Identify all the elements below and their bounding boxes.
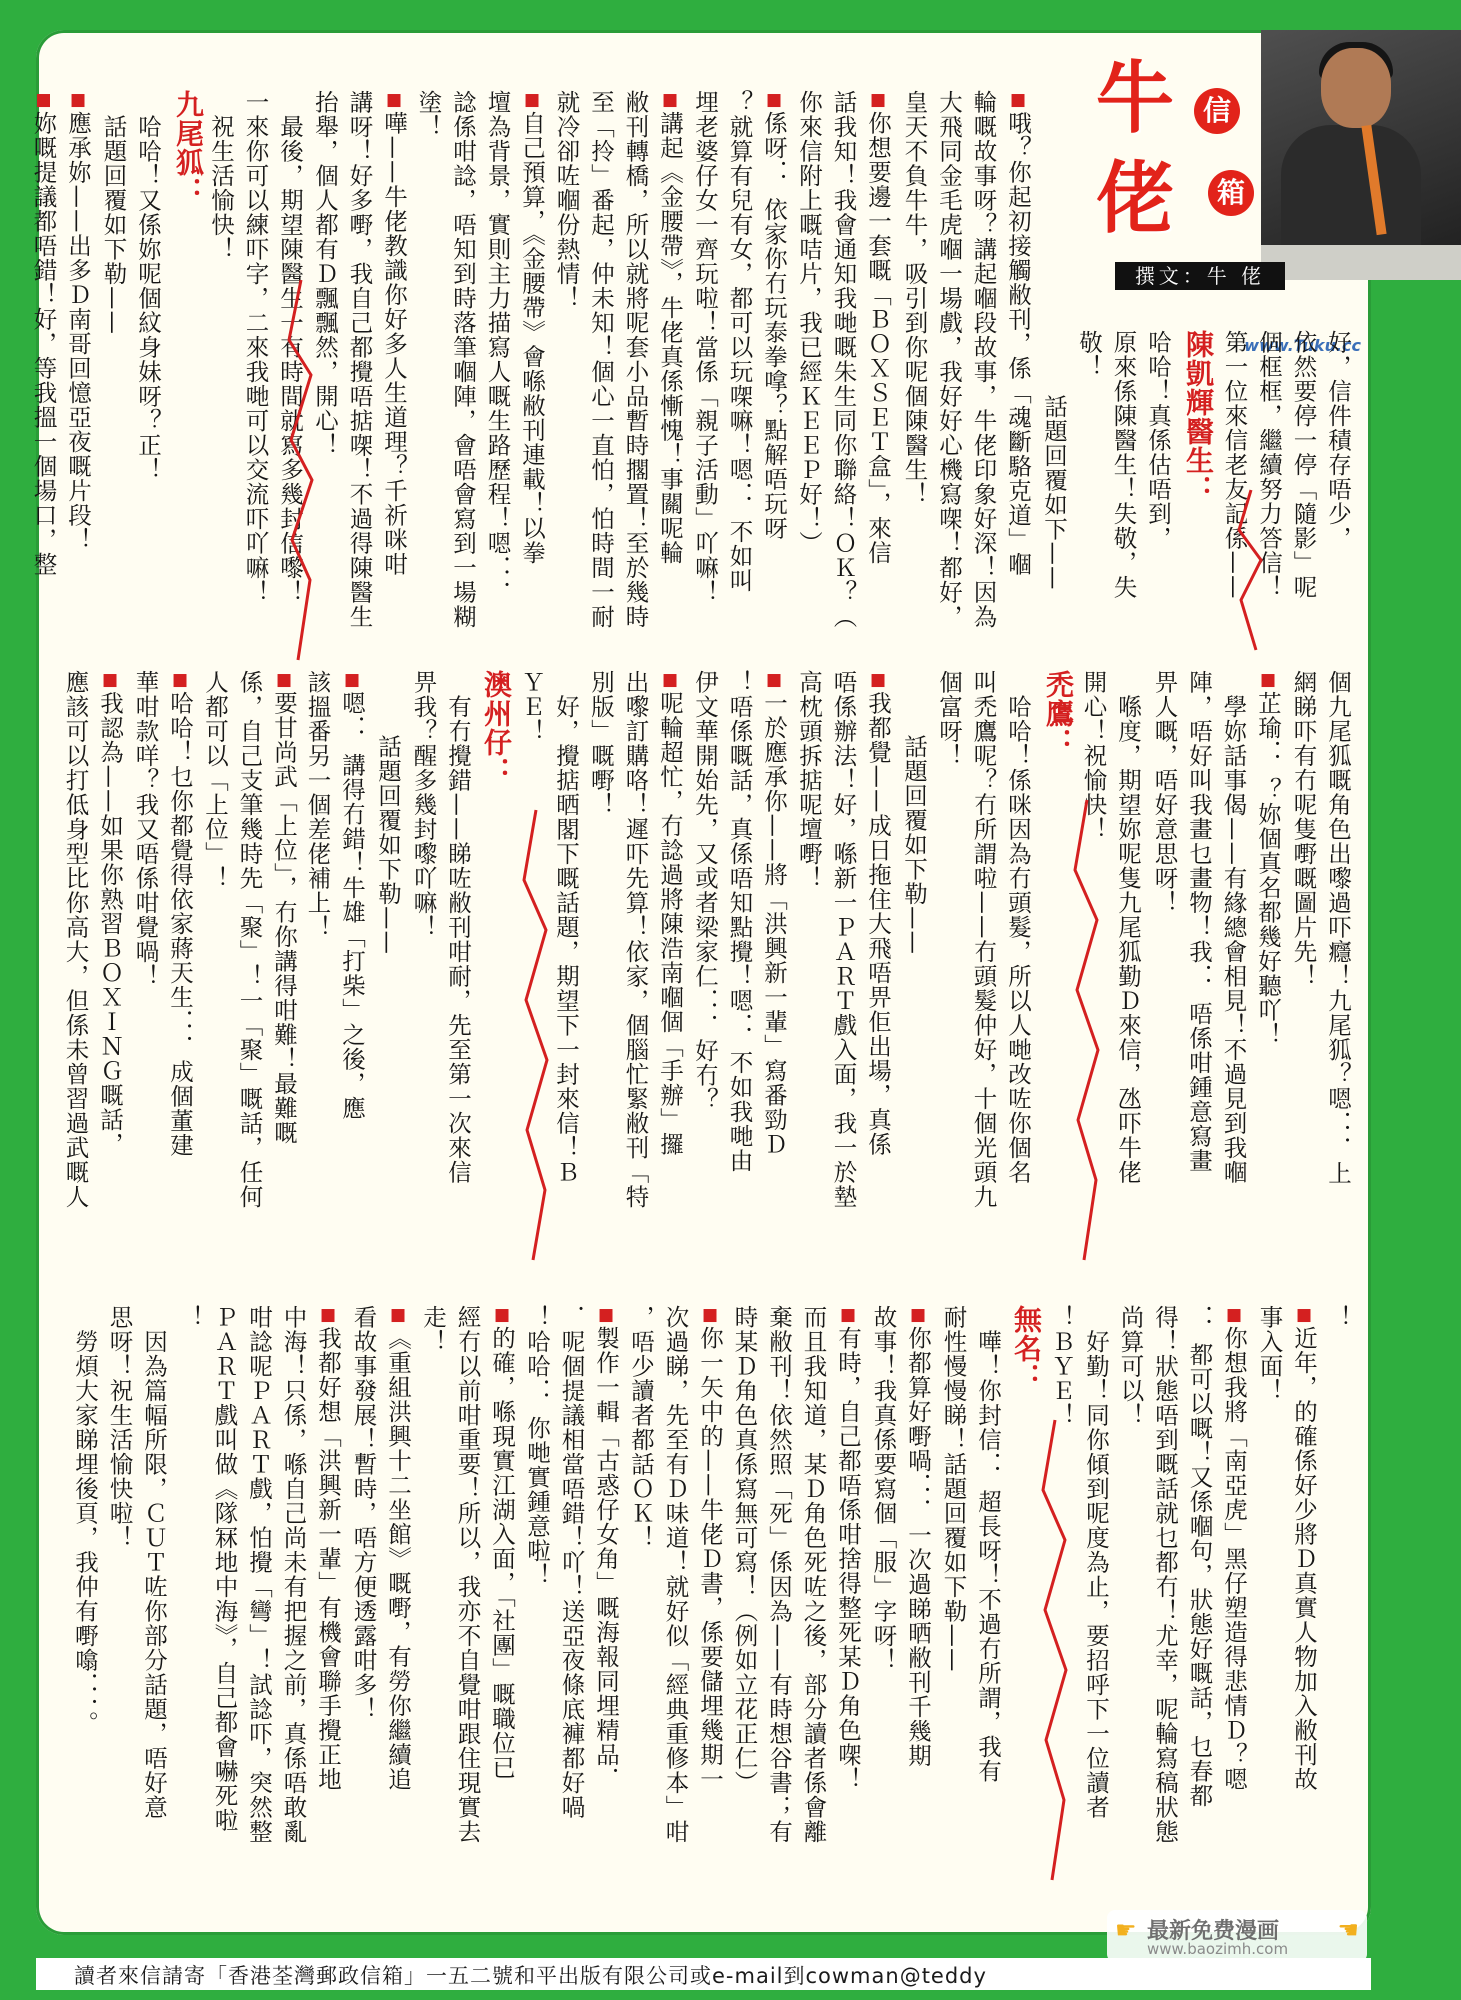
- text-col-21: 有冇攪錯——睇咗敝刊咁耐，先至第一次來信 畀我？醒多幾封嚟吖嘛！: [409, 670, 472, 1185]
- footer-address: 讀者來信請寄「香港荃灣郵政信箱」一五二號和平出版有限公司或e-mail到cowman@teddy: [74, 1964, 987, 1988]
- zigzag-divider-aozhouzai: [521, 810, 551, 1260]
- text-col-32: ■你都算好嘢喎．．．一次過睇晒敝刊千幾期 故事！我真係要寫個「服」字呀！: [869, 1305, 932, 1768]
- badge-xin: 信: [1194, 88, 1240, 134]
- zigzag-divider-tuying: [1072, 800, 1102, 1260]
- text-col-6: ■講起《金腰帶》，牛佬真係慚愧！事關呢輪 敝刊轉橋，所以就將呢套小品暫時擱置！至於幾時 至「拎」番起，仲未知！個心一直怕，怕時間一耐 就冷卻咗嗰份熱情！: [552, 90, 684, 629]
- bullet-square: ■: [388, 1305, 408, 1326]
- bullet-square: ■: [596, 1305, 616, 1326]
- bullet-square: ■: [68, 90, 88, 111]
- title-char-1: 牛: [1096, 53, 1175, 144]
- text-col-16: 話題回覆如下勒——: [900, 710, 928, 955]
- text-col-17: ■我都覺——成日拖住大飛唔畀佢出場，真係 唔係辦法！好，喺新一ＰＡＲＴ戲入面，我一於墊 高枕頭拆掂呢壇嘢！: [795, 670, 892, 1209]
- text-col-9: 最後，期望陳醫生一有時間就寫多幾封信嚟！ 一來你可以練吓字，二來我哋可以交流吓吖嘛！ 祝生活愉快！: [207, 90, 304, 605]
- bullet-square: ■: [908, 1305, 928, 1326]
- bullet-square: ■: [384, 90, 404, 111]
- bullet-square: ■: [764, 670, 784, 691]
- bullet-square: ■: [318, 1305, 338, 1326]
- text-col-24: ■要甘尚武「上位」，冇你講得咁難！最難嘅 係，自己支筆幾時先「聚」！一「聚」嘅話，任何 人都可以「上位」！: [201, 670, 298, 1209]
- author-credit: 撰文：牛 佬: [1115, 262, 1285, 290]
- text-col-31: 嘩！你封信．．超長呀！不過冇所謂，我有 耐性慢慢睇！話題回覆如下勒——: [939, 1305, 1002, 1784]
- text-col-38: ■我都好想「洪興新一輩」有機會聯手攪正地 中海！只係，喺自己尚未有把握之前，真係唔敢亂 咁諗呢ＰＡＲＴ戲，怕攪「彎」！試諗吓，突然整 ＰＡＲＴ戲叫做《隊冧地中海》，自己都會嚇死啦 ！: [176, 1305, 342, 1844]
- text-col-13: ■芷瑜．．？妳個真名都幾好聽吖！ 學妳話事偈——有緣總會相見！不過見到我嗰 陣，唔好叫我畫乜畫物！我．．唔係咁鍾意寫畫 畀人嘅，唔好意思呀！: [1150, 670, 1282, 1185]
- text-col-2: 話題回覆如下——: [1040, 370, 1068, 591]
- text-col-18: ■一於應承你——將「洪興新一輩」寫番勁Ｄ ！唔係嘅話，真係唔知點攪！嗯．．不如我哋由 伊文華開始先，又或者梁家仁．．．好冇？: [691, 670, 788, 1173]
- letter-page: [29, 30, 1371, 1935]
- text-col-14: 喺度，期望妳呢隻九尾狐勤Ｄ來信，氹吓牛佬 開心！祝愉快！: [1079, 670, 1142, 1185]
- pointing-hand-icon: ☚: [1337, 1916, 1359, 1944]
- text-col-15: 哈哈！係咪因為冇頭髮，所以人哋改咗你個名 叫禿鷹呢？冇所謂啦——冇頭髮仲好，十個光頭九 個富呀！: [935, 670, 1032, 1209]
- zigzag-divider-jiuweihu: [286, 280, 316, 660]
- bullet-square: ■: [492, 1305, 512, 1326]
- text-col-0: 好，信件積存唔少， 依然要停一停「隨影」呢 個框框，繼續努力答信！ 第一位來信老友記係——: [1220, 330, 1352, 600]
- bullet-square: ■: [660, 90, 680, 111]
- title-char-2: 佬: [1096, 153, 1175, 244]
- text-col-12: 個九尾狐嘅角色出嚟過吓癮！九尾狐？嗯．．．上 網睇吓有冇呢隻嘢嘅圖片先！: [1289, 670, 1352, 1186]
- text-col-3: ■哦？你起初接觸敝刊，係「魂斷駱克道」嗰 輪嘅故事呀？講起嗰段故事，牛佬印象好深！因為 大飛同金毛虎嗰一場戲，我好好心機寫㗎！都好， 皇天不負牛牛，吸引到你呢個陳醫生！: [900, 90, 1032, 629]
- text-col-34: ■你一矢中的——牛佬Ｄ書，係要儲埋幾期一 次過睇，先至有Ｄ味道！就好似「經典重修本」咁 ，唔少讀者都話ＯＫ！: [627, 1305, 724, 1844]
- bullet-square: ■: [170, 670, 190, 691]
- badge-xiang: 箱: [1208, 170, 1254, 216]
- bullet-square: ■: [100, 670, 120, 691]
- bullet-square: ■: [1008, 90, 1028, 111]
- site-watermark-badge: [1107, 1910, 1367, 1962]
- bullet-square: ■: [868, 90, 888, 111]
- text-col-25: ■哈哈！乜你都覺得依家蔣天生．．．成個董建 華咁款咩？我又唔係咁覺喎！: [131, 670, 194, 1158]
- text-col-22: 話題回覆如下勒——: [374, 710, 402, 955]
- brand-line-1: 最新免费漫画: [1147, 1919, 1280, 1944]
- text-col-39: 因為篇幅所限，ＣＵＴ咗你部分話題，唔好意 思呀！祝生活愉快啦！ 勞煩大家睇埋後頁，我仲有嘢噏．．．。: [71, 1305, 168, 1820]
- bullet-square: ■: [1258, 670, 1278, 691]
- text-col-35: ■製作一輯「古惑仔女角」嘅海報同埋精品． ．呢個提議相當唔錯！吖！送亞夜條底褲都好喎 ！哈哈．．你哋實鍾意啦！: [523, 1305, 620, 1820]
- text-col-19: ■呢輪超忙，冇諗過將陳浩南嗰個「手辦」攞 出嚟訂購咯！遲吓先算！依家，個腦忙緊敝刊「特 別版」嘅嘢！: [587, 670, 684, 1209]
- bullet-square: ■: [838, 1305, 858, 1326]
- brand-line-2: www.baozimh.com: [1147, 1940, 1289, 1958]
- text-col-33: ■有時，自己都唔係咁捨得整死某Ｄ角色㗎！ 而且我知道，某Ｄ角色死咗之後，部分讀者係會離 棄敝刊！依然照「死」係因為——有時想谷書；有 時某Ｄ角色真係寫無可寫！（例如立花正仁）: [730, 1305, 862, 1844]
- bullet-square: ■: [522, 90, 542, 111]
- footer-bar: [36, 1958, 1371, 1990]
- reader-name-jiuweihu: 九尾狐：: [172, 90, 205, 206]
- watermark: www.Tuku.cc: [1244, 336, 1361, 355]
- text-col-10: 哈哈！又係妳呢個紋身妹呀？正！ 話題回覆如下勒——: [99, 90, 162, 482]
- zigzag-divider-chen: [1236, 490, 1266, 650]
- bullet-square: ■: [274, 670, 294, 691]
- bullet-square: ■: [700, 1305, 720, 1326]
- reader-name-tuying: 禿鷹：: [1042, 670, 1075, 757]
- text-col-36: ■的確，喺現實江湖入面，「社團」嘅職位已 經冇以前咁重要！所以，我亦不自覺咁跟住現實去 走！: [419, 1305, 516, 1844]
- bullet-square: ■: [764, 90, 784, 111]
- text-col-7: ■自己預算，《金腰帶》會喺敝刊連載！以拳 壇為背景，實則主力描寫人嘅生路歷程！嗯．．． 諗係咁諗，唔知到時落筆嗰陣，會唔會寫到一場糊 塗！: [414, 90, 546, 629]
- text-col-26: ■我認為——如果你熟習ＢＯＸＩＮＧ嘅話， 應該可以打低身型比你高大，但係未曾習過武嘅人: [61, 670, 124, 1209]
- reader-name-aozhouzai: 澳州仔：: [480, 670, 513, 786]
- text-col-23: ■嗯．．講得冇錯！牛雄「打柴」之後，應 該搵番另一個差佬補上！: [303, 670, 366, 1121]
- text-col-5: ■係呀．．依家你冇玩泰拳嗱？點解唔玩呀 ？就算有兒有女，都可以玩㗎嘛！嗯．．不如叫 埋老婆仔女一齊玩啦！當係「親子活動」吖嘛！: [691, 90, 788, 605]
- bullet-square: ■: [868, 670, 888, 691]
- text-col-4: ■你想要邊一套嘅「ＢＯＸＳＥＴ盒」，來信 話我知！我會通知我哋嘅朱生同你聯絡！ＯＫ？（ 你來信附上嘅咭片，我已經ＫＥＥＰ好！）: [795, 90, 892, 629]
- bullet-square: ■: [342, 670, 362, 691]
- bullet-square: ■: [1224, 1305, 1244, 1326]
- text-col-37: ■《重組洪興十二坐館》嘅嘢，有勞你繼續追 看故事發展！暫時，唔方便透露咁多！: [349, 1305, 412, 1792]
- text-col-27: ！: [1324, 1305, 1352, 1330]
- bullet-square: ■: [33, 90, 54, 111]
- text-col-11: ■應承妳——出多Ｄ南哥回憶亞夜嘅片段！ ■妳嘅提議都唔錯！好，等我搵一個場口，整: [29, 90, 92, 577]
- text-col-8: ■嘩——牛佬教識你好多人生道理？千祈咪咁 講呀！好多嘢，我自己都攪唔掂㗎！不過得陳醫生 抬舉，個人都有Ｄ飄飄然，開心！: [311, 90, 408, 629]
- text-col-20: 好，攪掂晒閣下嘅話題，期望下一封來信！Ｂ ＹＥ！: [517, 670, 580, 1185]
- reader-name-chen: 陳凱輝醫生：: [1182, 330, 1215, 504]
- zigzag-divider-wuming: [1040, 1420, 1070, 1880]
- text-col-1: 哈哈！真係估唔到， 原來係陳醫生！失敬，失 敬！: [1075, 330, 1172, 600]
- text-col-30: 好勤！同你傾到呢度為止，要招呼下一位讀者 ！ＢＹＥ！: [1047, 1305, 1110, 1820]
- bullet-square: ■: [1294, 1305, 1314, 1326]
- text-col-29: ■你想我將「南亞虎」黑仔塑造得悲情Ｄ？嗯 ．．都可以嘅！又係嗰句，狀態好嘅話，乜春都 得！狀態唔到嘅話就乜都冇！尤幸，呢輪寫稿狀態 尚算可以！: [1116, 1305, 1248, 1844]
- bullet-square: ■: [660, 670, 680, 691]
- author-photo: [1261, 30, 1461, 280]
- reader-name-wuming: 無名：: [1010, 1305, 1043, 1392]
- text-col-28: ■近年，的確係好少將Ｄ真實人物加入敝刊故 事入面！: [1255, 1305, 1318, 1792]
- pointing-hand-icon: ☛: [1115, 1916, 1137, 1944]
